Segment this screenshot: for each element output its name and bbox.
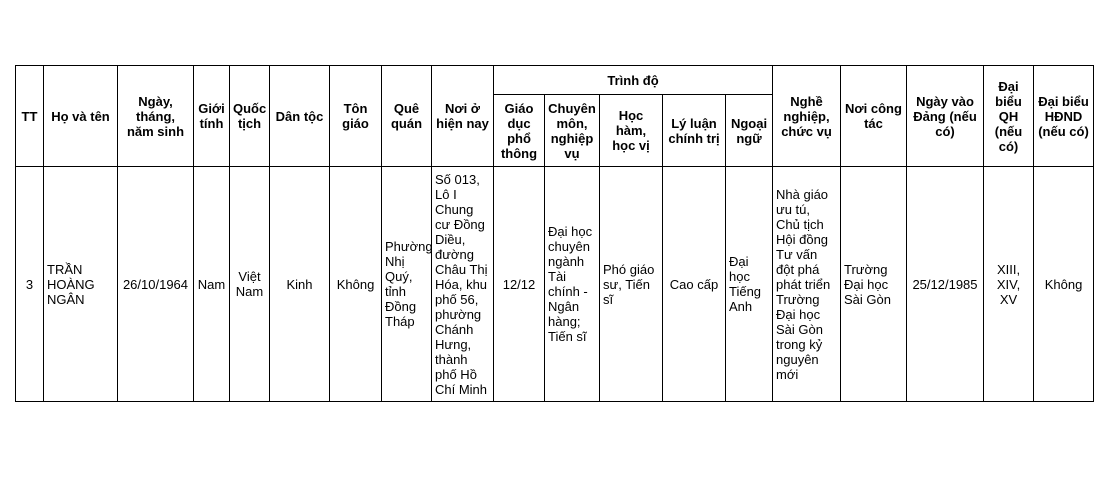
header-party-date: Ngày vào Đảng (nếu có) bbox=[907, 66, 984, 167]
table-row bbox=[16, 167, 1094, 402]
cell-academic-title: Phó giáo sư, Tiến sĩ bbox=[600, 167, 663, 402]
cell-hometown: Phường Nhị Quý, tỉnh Đồng Tháp bbox=[382, 167, 432, 402]
header-political-theory: Lý luận chính trị bbox=[663, 95, 726, 167]
cell-party-date: 25/12/1985 bbox=[907, 167, 984, 402]
cell-occupation: Nhà giáo ưu tú, Chủ tịch Hội đồng Tư vấn đột phá phát triển Trường Đại học Sài Gòn trong kỷ nguyên mới bbox=[773, 167, 841, 402]
cell-name: TRẦN HOÀNG NGÂN bbox=[44, 167, 118, 402]
header-nationality: Quốc tịch bbox=[230, 66, 270, 167]
header-workplace: Nơi công tác bbox=[841, 66, 907, 167]
header-name: Họ và tên bbox=[44, 66, 118, 167]
cell-professional: Đại học chuyên ngành Tài chính - Ngân hàng; Tiến sĩ bbox=[545, 167, 600, 402]
header-gender: Giới tính bbox=[194, 66, 230, 167]
candidate-table bbox=[15, 65, 1094, 402]
header-tt: TT bbox=[16, 66, 44, 167]
cell-nationality: Việt Nam bbox=[230, 167, 270, 402]
header-hometown: Quê quán bbox=[382, 66, 432, 167]
cell-residence: Số 013, Lô I Chung cư Đồng Diều, đường Châu Thị Hóa, khu phố 56, phường Chánh Hưng, thành phố Hồ Chí Minh bbox=[432, 167, 494, 402]
header-general-edu: Giáo dục phổ thông bbox=[494, 95, 545, 167]
header-dob: Ngày, tháng, năm sinh bbox=[118, 66, 194, 167]
header-academic-title: Học hàm, học vị bbox=[600, 95, 663, 167]
header-education-group: Trình độ bbox=[494, 66, 773, 95]
header-foreign-language: Ngoại ngữ bbox=[726, 95, 773, 167]
cell-workplace: Trường Đại học Sài Gòn bbox=[841, 167, 907, 402]
cell-council-delegate: Không bbox=[1034, 167, 1094, 402]
header-residence: Nơi ở hiện nay bbox=[432, 66, 494, 167]
cell-tt: 3 bbox=[16, 167, 44, 402]
header-council-delegate: Đại biểu HĐND (nếu có) bbox=[1034, 66, 1094, 167]
header-occupation: Nghề nghiệp, chức vụ bbox=[773, 66, 841, 167]
header-na-delegate: Đại biểu QH (nếu có) bbox=[984, 66, 1034, 167]
cell-gender: Nam bbox=[194, 167, 230, 402]
header-professional: Chuyên môn, nghiệp vụ bbox=[545, 95, 600, 167]
cell-na-delegate: XIII, XIV, XV bbox=[984, 167, 1034, 402]
cell-foreign-language: Đại học Tiếng Anh bbox=[726, 167, 773, 402]
header-religion: Tôn giáo bbox=[330, 66, 382, 167]
cell-dob: 26/10/1964 bbox=[118, 167, 194, 402]
cell-religion: Không bbox=[330, 167, 382, 402]
header-ethnicity: Dân tộc bbox=[270, 66, 330, 167]
cell-general-edu: 12/12 bbox=[494, 167, 545, 402]
cell-ethnicity: Kinh bbox=[270, 167, 330, 402]
cell-political-theory: Cao cấp bbox=[663, 167, 726, 402]
